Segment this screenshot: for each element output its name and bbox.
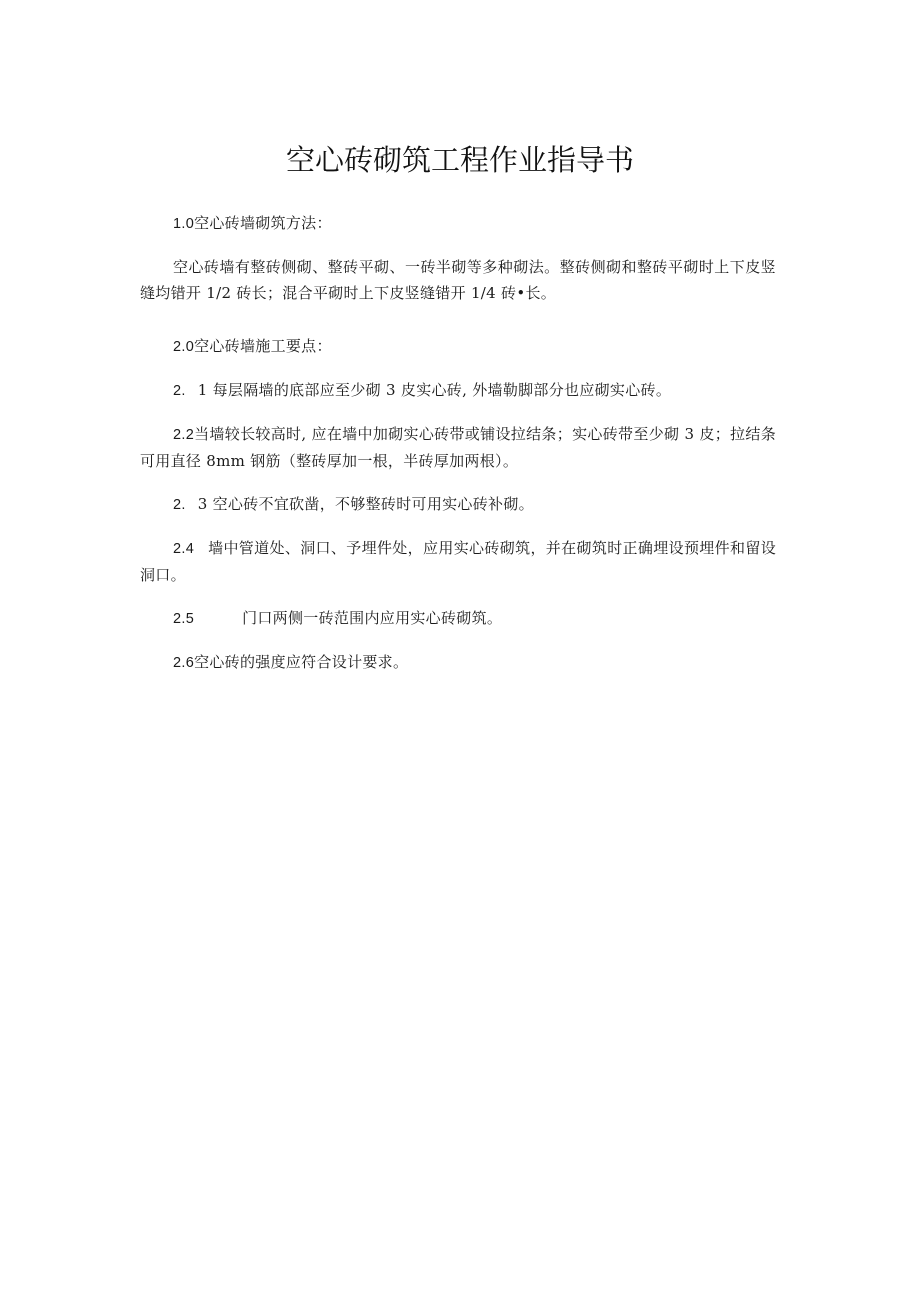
section-text: 1 每层隔墙的底部应至少砌 3 皮实心砖, 外墙勒脚部分也应砌实心砖。 [197,381,672,399]
section-number: 1.0 [173,216,195,232]
section-text: 墙中管道处、洞口、予埋件处，应用实心砖砌筑，并在砌筑时正确埋设预埋件和留设洞口。 [140,539,776,584]
section-text: 空心砖墙砌筑方法： [194,214,332,232]
section-text: 空心砖墙有整砖侧砌、整砖平砌、一砖半砌等多种砌法。整砖侧砌和整砖平砌时上下皮竖缝均错开 1/2 砖长；混合平砌时上下皮竖缝错开 1/4 砖•长。 [140,258,776,302]
section-text: 空心砖墙施工要点： [194,337,332,355]
section-number: 2. [173,383,186,399]
section-2-3-item [140,491,776,518]
section-2-1-item [140,377,776,404]
section-number: 2.5 [173,611,195,627]
section-text: 当墙较长较高时, 应在墙中加砌实心砖带或铺设拉结条；实心砖带至少砌 3 皮；拉结条可用直径 8mm 钢筋（整砖厚加一根，半砖厚加两根）。 [140,425,776,470]
section-text: 空心砖的强度应符合设计要求。 [194,653,409,671]
section-number: 2.0 [173,339,195,355]
section-2-5-item [140,605,776,632]
section-2-0-heading [140,333,776,360]
document-body [140,210,776,693]
section-2-2-item [140,421,776,474]
masonry-method-paragraph [140,254,776,306]
section-text: 门口两侧一砖范围内应用实心砖砌筑。 [242,609,503,627]
section-2-6-item [140,649,776,676]
section-number: 2. [173,497,186,513]
section-text: 3 空心砖不宜砍凿，不够整砖时可用实心砖补砌。 [197,495,534,513]
section-number: 2.2 [173,427,195,443]
section-number: 2.4 [173,541,195,557]
document-title: 空心砖砌筑工程作业指导书 [285,143,634,177]
section-number: 2.6 [173,655,195,671]
section-2-4-item [140,535,776,588]
section-1-0-heading [140,210,776,237]
